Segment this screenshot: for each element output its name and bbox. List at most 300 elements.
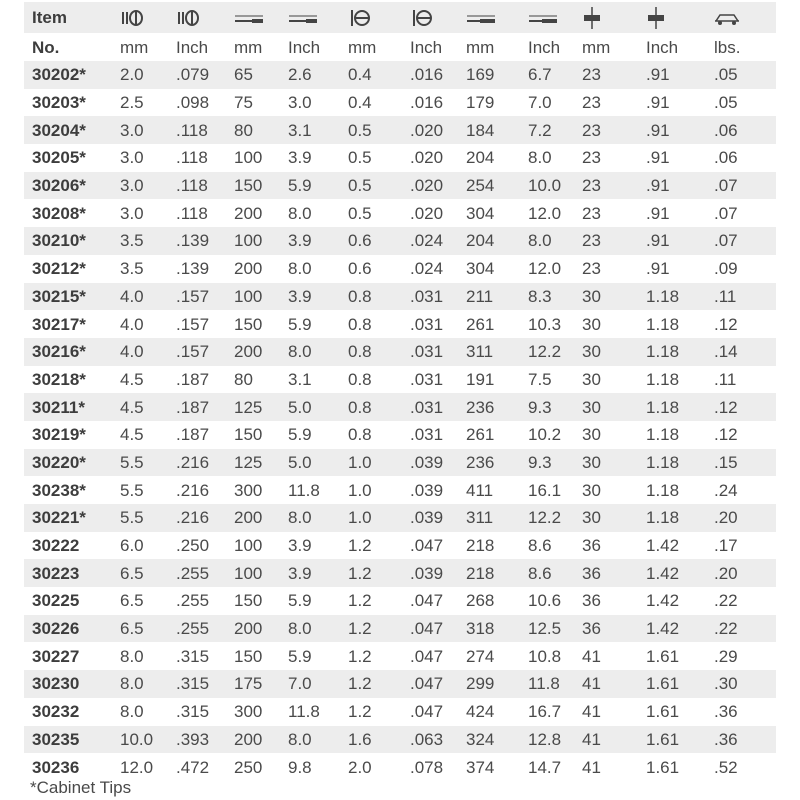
value-cell: 1.18 [646, 369, 680, 389]
value-cell: 23 [582, 259, 601, 279]
tip-thickness-icon [390, 8, 446, 27]
value-cell: .118 [176, 176, 208, 196]
value-cell: 41 [582, 702, 601, 722]
value-cell: 184 [466, 120, 495, 140]
item-number-cell: 30211* [32, 397, 85, 417]
value-cell: 3.0 [120, 176, 144, 196]
value-cell: 3.9 [288, 536, 312, 556]
unit-label: lbs. [714, 37, 741, 57]
value-cell: .024 [410, 259, 444, 279]
value-cell: 1.18 [646, 286, 680, 306]
value-cell: 7.2 [528, 120, 552, 140]
value-cell: 12.2 [528, 508, 562, 528]
value-cell: .098 [176, 93, 210, 113]
item-number-cell: 30223 [32, 563, 80, 583]
value-cell: 300 [234, 702, 263, 722]
value-cell: .315 [176, 646, 210, 666]
item-number-cell: 30230 [32, 674, 80, 694]
value-cell: 1.61 [646, 674, 680, 694]
item-number-cell: 30203* [32, 93, 86, 113]
value-cell: 374 [466, 757, 495, 777]
value-cell: 8.6 [528, 536, 552, 556]
value-cell: .11 [714, 286, 737, 306]
value-cell: 1.18 [646, 508, 680, 528]
table-row [24, 559, 776, 587]
value-cell: 23 [582, 231, 601, 251]
value-cell: 0.8 [348, 314, 372, 334]
value-cell: 4.5 [120, 425, 144, 445]
value-cell: 6.7 [528, 65, 552, 85]
value-cell: 100 [234, 536, 263, 556]
value-cell: 36 [582, 563, 601, 583]
table-row [24, 116, 776, 144]
table-row [24, 89, 776, 117]
value-cell: .020 [410, 120, 444, 140]
table-row [24, 199, 776, 227]
value-cell: 3.1 [288, 369, 312, 389]
value-cell: .216 [176, 452, 210, 472]
value-cell: .216 [176, 508, 210, 528]
value-cell: 0.5 [348, 176, 372, 196]
value-cell: 11.8 [528, 674, 560, 694]
value-cell: 311 [466, 342, 494, 362]
value-cell: 36 [582, 619, 601, 639]
value-cell: .031 [410, 342, 444, 362]
table-row [24, 393, 776, 421]
unit-label: mm [466, 37, 495, 57]
value-cell: 41 [582, 646, 601, 666]
value-cell: 1.42 [646, 563, 680, 583]
value-cell: .315 [176, 702, 210, 722]
value-cell: 5.9 [288, 591, 312, 611]
unit-label: mm [234, 37, 263, 57]
value-cell: .52 [714, 757, 738, 777]
value-cell: 10.0 [528, 176, 562, 196]
value-cell: 4.0 [120, 342, 144, 362]
value-cell: 1.18 [646, 452, 680, 472]
value-cell: 23 [582, 93, 601, 113]
value-cell: 5.5 [120, 452, 144, 472]
value-cell: 12.0 [528, 259, 562, 279]
value-cell: .36 [714, 702, 738, 722]
value-cell: .07 [714, 176, 738, 196]
value-cell: 8.0 [288, 259, 312, 279]
value-cell: .05 [714, 93, 738, 113]
value-cell: 0.8 [348, 397, 372, 417]
value-cell: 1.2 [348, 646, 372, 666]
table-row [24, 61, 776, 89]
value-cell: 1.2 [348, 591, 372, 611]
value-cell: 10.0 [120, 729, 154, 749]
value-cell: .187 [176, 397, 210, 417]
value-cell: .20 [714, 508, 738, 528]
value-cell: 8.0 [288, 342, 312, 362]
item-number-cell: 30218* [32, 369, 86, 389]
item-number-cell: 30215* [32, 286, 86, 306]
value-cell: 204 [466, 148, 495, 168]
value-cell: 191 [466, 369, 495, 389]
value-cell: 23 [582, 120, 601, 140]
value-cell: .255 [176, 591, 210, 611]
value-cell: 8.0 [288, 203, 312, 223]
item-number-cell: 30226 [32, 619, 80, 639]
item-number-cell: 30212* [32, 259, 86, 279]
value-cell: 3.5 [120, 259, 144, 279]
value-cell: 8.0 [120, 702, 144, 722]
value-cell: 150 [234, 646, 263, 666]
value-cell: 0.6 [348, 259, 372, 279]
value-cell: 80 [234, 369, 253, 389]
value-cell: .079 [176, 65, 210, 85]
value-cell: .91 [646, 259, 670, 279]
value-cell: 7.0 [528, 93, 552, 113]
value-cell: 299 [466, 674, 495, 694]
item-number-cell: 30236 [32, 757, 80, 777]
value-cell: 2.0 [348, 757, 372, 777]
unit-label: mm [582, 37, 611, 57]
value-cell: 3.9 [288, 286, 312, 306]
value-cell: .22 [714, 619, 738, 639]
value-cell: 12.5 [528, 619, 562, 639]
value-cell: 318 [466, 619, 495, 639]
value-cell: 12.8 [528, 729, 562, 749]
value-cell: 30 [582, 369, 601, 389]
value-cell: 3.0 [120, 203, 144, 223]
value-cell: .020 [410, 203, 444, 223]
value-cell: .24 [714, 480, 738, 500]
value-cell: 23 [582, 203, 601, 223]
value-cell: 30 [582, 397, 601, 417]
value-cell: 3.9 [288, 148, 312, 168]
value-cell: 1.61 [646, 757, 680, 777]
value-cell: 150 [234, 314, 263, 334]
item-number-cell: 30208* [32, 203, 86, 223]
value-cell: 304 [466, 203, 495, 223]
unit-header-row [24, 33, 776, 61]
value-cell: .078 [410, 757, 444, 777]
value-cell: .216 [176, 480, 210, 500]
item-number-cell: 30238* [32, 480, 86, 500]
value-cell: .047 [410, 702, 444, 722]
value-cell: 23 [582, 65, 601, 85]
value-cell: 5.9 [288, 425, 312, 445]
value-cell: .07 [714, 231, 738, 251]
value-cell: 65 [234, 65, 253, 85]
value-cell: 1.2 [348, 619, 372, 639]
icon-header-row [24, 2, 776, 33]
value-cell: .30 [714, 674, 738, 694]
value-cell: 2.6 [288, 65, 312, 85]
value-cell: 1.18 [646, 425, 680, 445]
value-cell: .031 [410, 397, 444, 417]
value-cell: .187 [176, 369, 210, 389]
value-cell: .15 [714, 452, 738, 472]
value-cell: 9.3 [528, 397, 552, 417]
unit-label: mm [120, 37, 149, 57]
value-cell: 200 [234, 342, 263, 362]
value-cell: 11.8 [288, 702, 320, 722]
value-cell: 8.0 [120, 646, 144, 666]
value-cell: .031 [410, 369, 444, 389]
value-cell: .12 [714, 397, 738, 417]
value-cell: .29 [714, 646, 738, 666]
value-cell: 7.5 [528, 369, 552, 389]
blade-length-icon [218, 9, 276, 26]
item-number-cell: 30206* [32, 176, 86, 196]
overall-length-icon [504, 9, 562, 26]
value-cell: 41 [582, 674, 601, 694]
value-cell: 1.0 [348, 480, 372, 500]
value-cell: 300 [234, 480, 263, 500]
value-cell: .91 [646, 231, 670, 251]
value-cell: 6.5 [120, 619, 144, 639]
value-cell: .06 [714, 148, 738, 168]
value-cell: 14.7 [528, 757, 562, 777]
value-cell: 1.2 [348, 563, 372, 583]
table-row [24, 255, 776, 283]
value-cell: .472 [176, 757, 210, 777]
value-cell: .91 [646, 65, 670, 85]
value-cell: .020 [410, 148, 444, 168]
value-cell: 41 [582, 757, 601, 777]
value-cell: .016 [410, 65, 444, 85]
value-cell: .91 [646, 93, 670, 113]
value-cell: 0.8 [348, 425, 372, 445]
value-cell: 211 [466, 286, 494, 306]
value-cell: .118 [176, 203, 208, 223]
value-cell: .031 [410, 314, 444, 334]
value-cell: .91 [646, 203, 670, 223]
value-cell: 23 [582, 176, 601, 196]
value-cell: 0.5 [348, 203, 372, 223]
item-number-cell: 30202* [32, 65, 86, 85]
value-cell: .22 [714, 591, 738, 611]
table-row [24, 726, 776, 754]
value-cell: 0.4 [348, 93, 372, 113]
value-cell: .024 [410, 231, 444, 251]
value-cell: 3.0 [288, 93, 312, 113]
value-cell: 0.8 [348, 342, 372, 362]
value-cell: 23 [582, 148, 601, 168]
value-cell: 75 [234, 93, 253, 113]
value-cell: 4.0 [120, 314, 144, 334]
value-cell: .039 [410, 508, 444, 528]
value-cell: 12.0 [120, 757, 154, 777]
value-cell: .255 [176, 619, 210, 639]
value-cell: .047 [410, 674, 444, 694]
value-cell: 100 [234, 148, 263, 168]
value-cell: .047 [410, 619, 444, 639]
value-cell: 150 [234, 425, 263, 445]
value-cell: 1.42 [646, 619, 680, 639]
value-cell: 125 [234, 397, 263, 417]
tip-width-icon [108, 9, 160, 27]
value-cell: 12.2 [528, 342, 562, 362]
value-cell: 8.6 [528, 563, 552, 583]
value-cell: 8.0 [288, 508, 312, 528]
value-cell: 4.5 [120, 397, 144, 417]
value-cell: .047 [410, 646, 444, 666]
value-cell: 6.0 [120, 536, 144, 556]
item-number-cell: 30210* [32, 231, 86, 251]
value-cell: .157 [176, 314, 210, 334]
value-cell: .255 [176, 563, 210, 583]
table-row [24, 144, 776, 172]
value-cell: 0.5 [348, 148, 372, 168]
value-cell: 1.42 [646, 536, 680, 556]
value-cell: 3.9 [288, 563, 312, 583]
value-cell: 411 [466, 480, 494, 500]
value-cell: 8.0 [120, 674, 144, 694]
tip-thickness-icon [332, 8, 390, 27]
value-cell: .315 [176, 674, 210, 694]
value-cell: 125 [234, 452, 263, 472]
value-cell: .91 [646, 120, 670, 140]
value-cell: 2.0 [120, 65, 144, 85]
value-cell: 1.0 [348, 452, 372, 472]
value-cell: 311 [466, 508, 494, 528]
value-cell: 218 [466, 563, 495, 583]
unit-label: Inch [176, 37, 209, 57]
value-cell: 7.0 [288, 674, 312, 694]
overall-length-icon [446, 9, 504, 26]
value-cell: 0.8 [348, 369, 372, 389]
item-number-cell: 30220* [32, 452, 86, 472]
value-cell: 41 [582, 729, 601, 749]
value-cell: 236 [466, 452, 495, 472]
value-cell: .016 [410, 93, 444, 113]
value-cell: 5.5 [120, 508, 144, 528]
table-row [24, 753, 776, 781]
table-row [24, 449, 776, 477]
spec-table [24, 2, 776, 781]
value-cell: 200 [234, 508, 263, 528]
value-cell: 261 [466, 314, 495, 334]
value-cell: 1.61 [646, 702, 680, 722]
value-cell: .047 [410, 536, 444, 556]
value-cell: 1.18 [646, 397, 680, 417]
value-cell: 204 [466, 231, 495, 251]
value-cell: 200 [234, 259, 263, 279]
item-number-cell: 30232 [32, 702, 80, 722]
value-cell: 30 [582, 452, 601, 472]
value-cell: .11 [714, 369, 737, 389]
value-cell: .031 [410, 425, 444, 445]
table-row [24, 642, 776, 670]
value-cell: 1.18 [646, 314, 680, 334]
value-cell: 150 [234, 176, 263, 196]
value-cell: 324 [466, 729, 495, 749]
value-cell: 3.5 [120, 231, 144, 251]
value-cell: 261 [466, 425, 495, 445]
value-cell: .139 [176, 231, 210, 251]
value-cell: .12 [714, 314, 738, 334]
value-cell: .157 [176, 342, 210, 362]
item-number-cell: 30221* [32, 508, 86, 528]
item-number-cell: 30217* [32, 314, 86, 334]
value-cell: 1.18 [646, 342, 680, 362]
value-cell: .12 [714, 425, 738, 445]
item-number-cell: 30204* [32, 120, 86, 140]
value-cell: 1.2 [348, 674, 372, 694]
unit-label: mm [348, 37, 377, 57]
value-cell: 16.7 [528, 702, 562, 722]
value-cell: .187 [176, 425, 210, 445]
value-cell: .393 [176, 729, 210, 749]
value-cell: 1.42 [646, 591, 680, 611]
table-row [24, 698, 776, 726]
value-cell: 200 [234, 619, 263, 639]
value-cell: 30 [582, 342, 601, 362]
tip-width-icon [160, 9, 218, 27]
value-cell: 30 [582, 480, 601, 500]
value-cell: .157 [176, 286, 210, 306]
table-row [24, 532, 776, 560]
value-cell: 1.61 [646, 646, 680, 666]
value-cell: .039 [410, 563, 444, 583]
value-cell: .20 [714, 563, 738, 583]
value-cell: 5.9 [288, 646, 312, 666]
item-number-cell: 30205* [32, 148, 86, 168]
value-cell: 0.6 [348, 231, 372, 251]
value-cell: 30 [582, 286, 601, 306]
value-cell: 1.61 [646, 729, 680, 749]
no-header: No. [32, 37, 60, 57]
value-cell: 1.18 [646, 480, 680, 500]
table-row [24, 670, 776, 698]
value-cell: 80 [234, 120, 253, 140]
value-cell: 3.0 [120, 148, 144, 168]
value-cell: 1.6 [348, 729, 372, 749]
value-cell: 169 [466, 65, 495, 85]
value-cell: 30 [582, 314, 601, 334]
value-cell: .14 [714, 342, 738, 362]
value-cell: .06 [714, 120, 738, 140]
value-cell: 3.9 [288, 231, 312, 251]
value-cell: 36 [582, 536, 601, 556]
footnote: *Cabinet Tips [30, 778, 132, 797]
value-cell: .039 [410, 480, 444, 500]
value-cell: 16.1 [528, 480, 562, 500]
value-cell: 200 [234, 203, 263, 223]
value-cell: 1.0 [348, 508, 372, 528]
value-cell: 4.5 [120, 369, 144, 389]
unit-label: Inch [528, 37, 561, 57]
handle-diameter-icon [618, 7, 684, 29]
value-cell: .063 [410, 729, 444, 749]
value-cell: 200 [234, 729, 263, 749]
value-cell: 179 [466, 93, 495, 113]
value-cell: .36 [714, 729, 738, 749]
value-cell: 218 [466, 536, 495, 556]
value-cell: 12.0 [528, 203, 562, 223]
blade-length-icon [276, 9, 332, 26]
value-cell: 0.8 [348, 286, 372, 306]
value-cell: 3.1 [288, 120, 312, 140]
table-row [24, 504, 776, 532]
item-number-cell: 30227 [32, 646, 80, 666]
value-cell: 11.8 [288, 480, 320, 500]
value-cell: 36 [582, 591, 601, 611]
handle-diameter-icon [562, 7, 618, 29]
value-cell: 2.5 [120, 93, 144, 113]
value-cell: .031 [410, 286, 444, 306]
value-cell: 8.0 [288, 729, 312, 749]
table-row [24, 227, 776, 255]
value-cell: 100 [234, 563, 263, 583]
value-cell: .91 [646, 148, 670, 168]
value-cell: 8.0 [288, 619, 312, 639]
